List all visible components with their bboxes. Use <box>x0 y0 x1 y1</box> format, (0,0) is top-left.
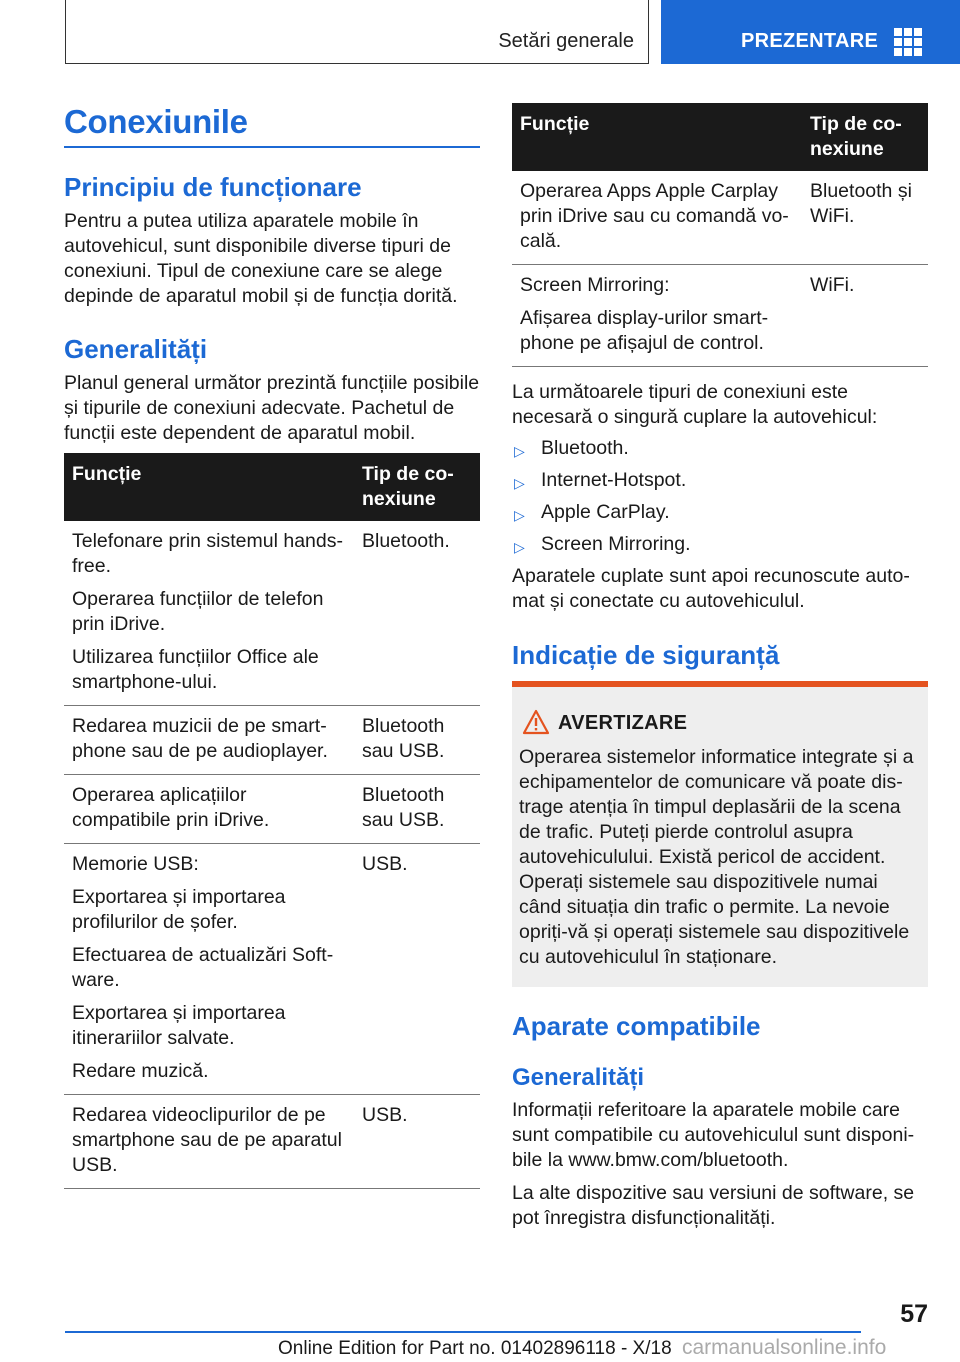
function-line: Memorie USB: <box>72 853 199 875</box>
compatible-text-1: Informații referitoare la aparatele mobile care sunt compatibile cu autovehiculul sunt disponibile la www.bmw.com/bluetooth. <box>512 1099 915 1171</box>
header-tab-label: PREZENTARE <box>741 30 879 52</box>
principle-heading: Principiu de funcționare <box>64 172 362 202</box>
grid-icon <box>894 28 922 56</box>
pairing-list <box>512 436 928 564</box>
pairing-text: La următoarele tipuri de conexiuni este necesară o singură cuplare la autovehicul: <box>512 381 878 428</box>
function-line: Utilizarea funcțiilor Office ale smartphone-ului. <box>72 646 319 693</box>
table-row <box>64 1095 480 1189</box>
triangle-bullet-icon: ▷ <box>514 539 525 555</box>
function-line: Redare muzică. <box>72 1060 209 1082</box>
table-cell-function <box>64 775 354 844</box>
warning-text: Operarea sistemelor informatice integrate și a echipamentelor de comunicare vă poate distrage atenția în timpul deplasării de la scena de trafic. Puteți pierde controlul asupra autovehiculului. Există pericol de accident. Operați sistemele sau dispozitivele numai când situația din trafic o permite. La nevoie opriți-vă și operați sistemele sau dispozitivele cu autovehiculul în staționare. <box>519 746 914 968</box>
general-text: Planul general următor prezintă funcțiile posibile și tipurile de conexiuni adecvate. Pachetul de funcții este dependent de aparatul mobil. <box>64 372 480 444</box>
list-item-text: Apple CarPlay. <box>541 501 670 523</box>
principle-text: Pentru a putea utiliza aparatele mobile în autovehicul, sunt disponibile diverse tipuri de conexiuni. Tipul de conexiune care se alege depinde de aparatul mobil și de funcția dorită. <box>64 210 458 307</box>
footer-watermark: carmanualsonline.info <box>682 1336 887 1359</box>
compatible-subheading: Generalități <box>512 1064 645 1091</box>
function-line: Screen Mirroring: <box>520 274 670 296</box>
general-heading: Generalități <box>64 334 208 364</box>
table-cell-type: Bluetooth sau USB. <box>354 706 480 775</box>
table-row <box>64 706 480 775</box>
function-line: Efectuarea de actualizări Software. <box>72 944 334 991</box>
table-cell-function <box>512 265 802 367</box>
function-table-left <box>64 453 480 1189</box>
page-title: Conexiunile <box>64 103 248 140</box>
table-cell-type: Bluetooth sau USB. <box>354 775 480 844</box>
footer-rule <box>65 1331 861 1333</box>
table-cell-type: USB. <box>354 844 480 1095</box>
list-item <box>512 500 928 532</box>
pairing-after-text: Aparatele cuplate sunt apoi recunoscute automat și conectate cu autovehiculul. <box>512 565 910 612</box>
triangle-bullet-icon: ▷ <box>514 507 525 523</box>
table-row <box>64 521 480 706</box>
table-cell-function <box>64 706 354 775</box>
safety-section <box>512 640 928 671</box>
function-line: Afișarea display-urilor smartphone pe afișajul de control. <box>520 307 769 354</box>
compatible-heading: Aparate compatibile <box>512 1011 761 1041</box>
table-header-row <box>512 103 928 171</box>
compatible-section <box>512 1011 928 1231</box>
triangle-bullet-icon: ▷ <box>514 443 525 459</box>
table-cell-type: Bluetooth și WiFi. <box>802 171 928 265</box>
function-table-right <box>512 103 928 367</box>
table-cell-type: USB. <box>354 1095 480 1189</box>
safety-heading: Indicație de siguranță <box>512 640 780 670</box>
function-line: Telefonare prin sistemul hands-free. <box>72 530 343 577</box>
function-line: Operarea funcțiilor de telefon prin iDrive. <box>72 588 324 635</box>
triangle-bullet-icon: ▷ <box>514 475 525 491</box>
table-header-type: Tip de conexiune <box>354 453 480 521</box>
table-row <box>64 844 480 1095</box>
warning-triangle-icon <box>522 709 550 735</box>
function-line: Exportarea și importarea profilurilor de șofer. <box>72 886 286 933</box>
page-number: 57 <box>900 1300 928 1328</box>
list-item <box>512 468 928 500</box>
list-item-text: Screen Mirroring. <box>541 533 691 555</box>
table-cell-type: Bluetooth. <box>354 521 480 706</box>
footer-edition: Online Edition for Part no. 01402896118 - X/18 <box>278 1338 672 1359</box>
list-item <box>512 532 928 564</box>
table-cell-function <box>512 171 802 265</box>
table-cell-function <box>64 844 354 1095</box>
list-item-text: Internet-Hotspot. <box>541 469 687 491</box>
table-header-row <box>64 453 480 521</box>
function-line: Exportarea și importarea itinerariilor salvate. <box>72 1002 286 1049</box>
table-header-type: Tip de conexiune <box>802 103 928 171</box>
function-line: Redarea videoclipurilor de pe smartphone sau de pe aparatul USB. <box>72 1104 342 1176</box>
compatible-text-2: La alte dispozitive sau versiuni de software, se pot înregistra disfuncționalități. <box>512 1182 915 1229</box>
list-item-text: Bluetooth. <box>541 437 629 459</box>
warning-label: AVERTIZARE <box>558 712 688 734</box>
table-header-function: Funcție <box>64 453 354 521</box>
table-cell-type: WiFi. <box>802 265 928 367</box>
title-rule <box>64 146 480 148</box>
general-section <box>64 334 480 446</box>
pairing-section <box>512 380 928 614</box>
header-section-title: Setări generale <box>498 30 634 52</box>
header-tab[interactable] <box>661 0 960 64</box>
table-row <box>512 171 928 265</box>
function-line: Operarea aplicațiilor compatibile prin iDrive. <box>72 784 270 831</box>
header-section-box <box>65 0 649 64</box>
table-row <box>64 775 480 844</box>
table-cell-function <box>64 521 354 706</box>
function-line: Redarea muzicii de pe smartphone sau de pe audioplayer. <box>72 715 328 762</box>
table-header-function: Funcție <box>512 103 802 171</box>
function-line: Operarea Apps Apple Carplay prin iDrive sau cu comandă vocală. <box>520 180 789 252</box>
list-item <box>512 436 928 468</box>
table-cell-function <box>64 1095 354 1189</box>
warning-box <box>512 681 928 987</box>
table-row <box>512 265 928 367</box>
principle-section <box>64 172 480 309</box>
